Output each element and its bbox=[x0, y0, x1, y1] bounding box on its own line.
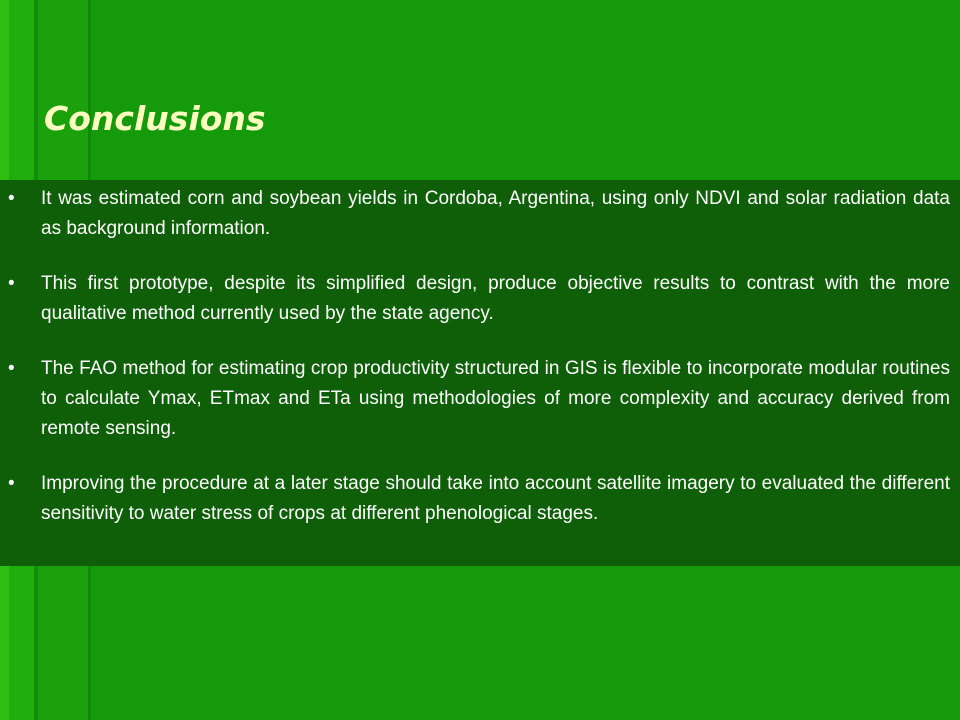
bullet-text: Improving the procedure at a later stage should take into account satellite imagery to evaluated the different sensitivity to water stress of crops at different phenological stages. bbox=[41, 473, 950, 524]
bullet-text: The FAO method for estimating crop productivity structured in GIS is flexible to incorporate modular routines to calculate Ymax, ETmax and ETa using methodologies of more complexity and accuracy derived from remote sensing. bbox=[41, 358, 950, 439]
bullet-marker: • bbox=[8, 358, 15, 379]
slide-title: Conclusions bbox=[44, 99, 266, 138]
bullet-marker: • bbox=[8, 273, 15, 294]
bullet-marker: • bbox=[8, 473, 15, 494]
bullet-marker: • bbox=[8, 188, 15, 209]
content-box bbox=[0, 180, 960, 566]
bullet-text: It was estimated corn and soybean yields in Cordoba, Argentina, using only NDVI and solar radiation data as background information. bbox=[41, 188, 950, 239]
bullet-item bbox=[8, 469, 950, 529]
bullet-item bbox=[8, 354, 950, 444]
bullet-item bbox=[8, 269, 950, 329]
bullet-text: This first prototype, despite its simplified design, produce objective results to contrast with the more qualitative method currently used by the state agency. bbox=[41, 273, 950, 324]
bullet-list bbox=[8, 184, 950, 554]
bullet-item bbox=[8, 184, 950, 244]
